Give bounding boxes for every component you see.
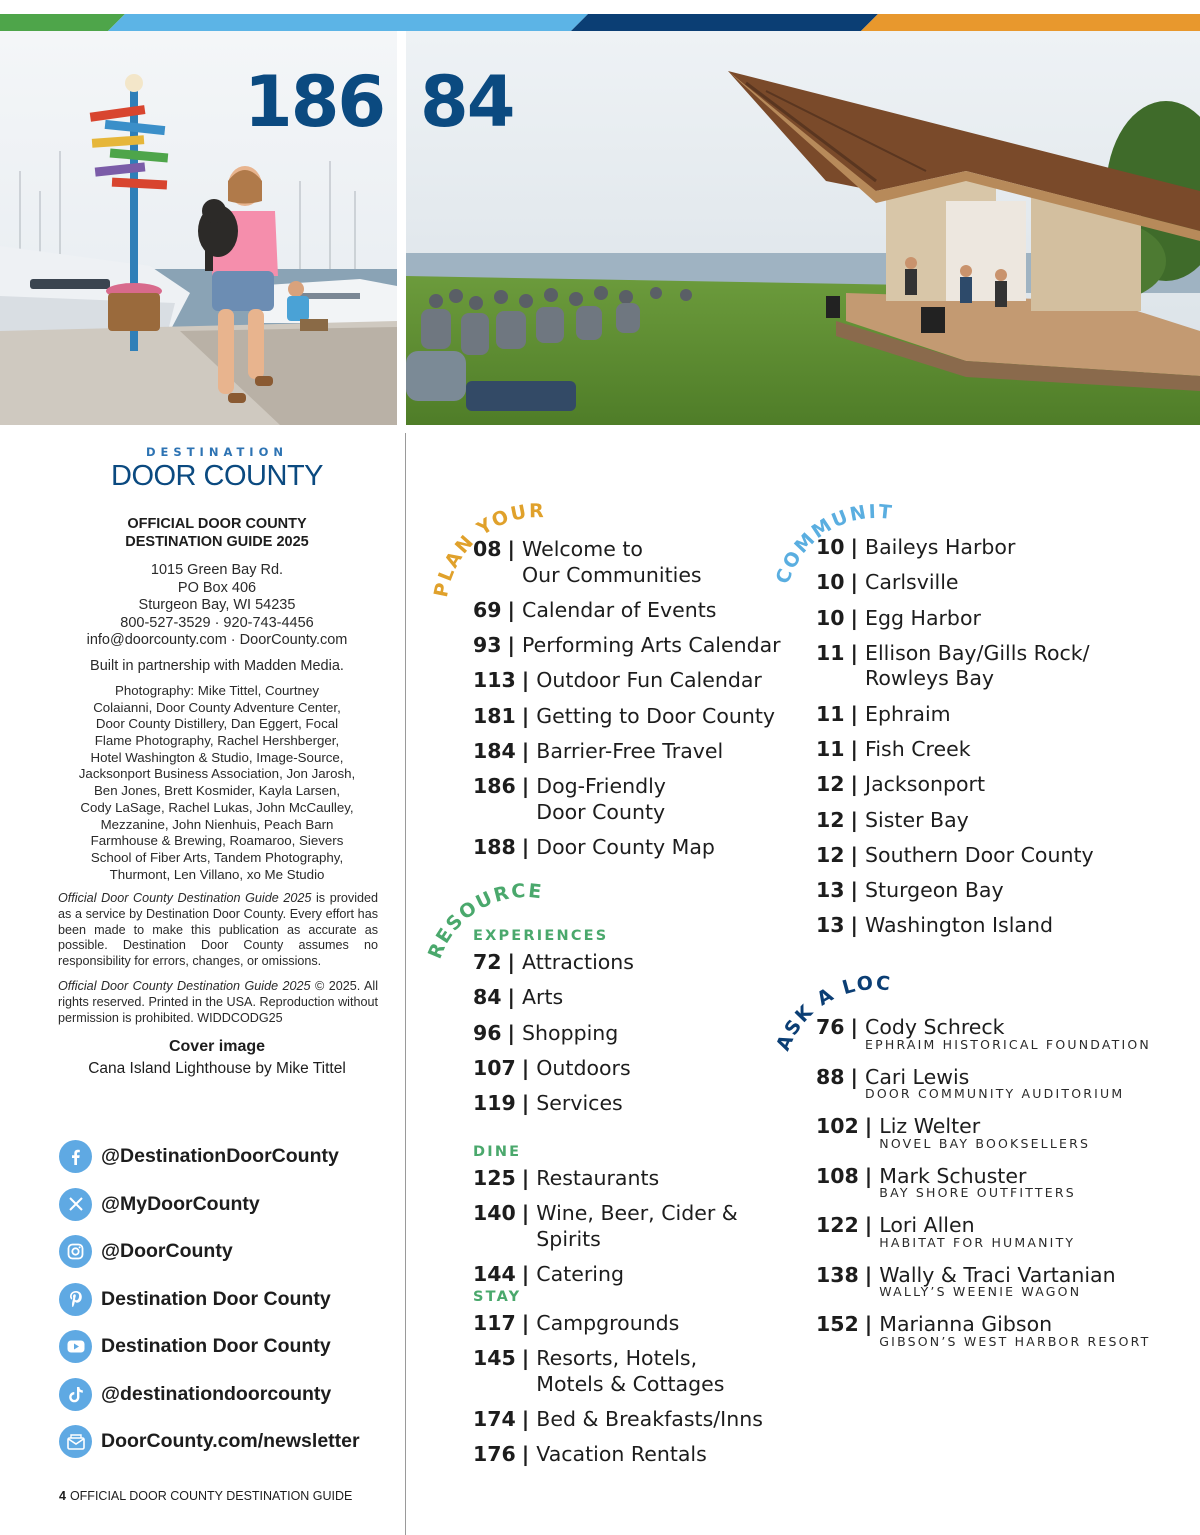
svg-text:RESOURCES: RESOURCES [412, 853, 545, 962]
toc-entry[interactable]: 76 | Cody Schreck EPHRAIM HISTORICAL FOUNDATION [816, 1015, 1151, 1052]
toc-entry[interactable]: 93 | Performing Arts Calendar [473, 633, 781, 658]
social-link-tiktok[interactable] [59, 1371, 399, 1419]
toc-entry[interactable]: 102 | Liz Welter NOVEL BAY BOOKSELLERS [816, 1114, 1091, 1151]
youtube-icon [59, 1330, 92, 1363]
svg-text:PLAN YOUR TRIP: PLAN YOUR TRIP [416, 463, 557, 600]
resources-stay-list [473, 1289, 793, 1478]
social-link-newsletter[interactable] [59, 1418, 399, 1466]
local-organization: HABITAT FOR HUMANITY [879, 1234, 1076, 1250]
footer-publication-title: OFFICIAL DOOR COUNTY DESTINATION GUIDE [69, 1489, 353, 1503]
toc-entry[interactable]: 96 | Shopping [473, 1020, 619, 1045]
instagram-icon [59, 1235, 92, 1268]
social-handle: @MyDoorCounty [101, 1192, 260, 1215]
svg-text:ASK A LOCAL: ASK A LOCAL [759, 943, 893, 1054]
toc-entry[interactable]: 113 | Outdoor Fun Calendar [473, 668, 762, 693]
masthead [56, 445, 378, 1078]
toc-entry[interactable]: 69 | Calendar of Events [473, 597, 717, 622]
page-number: 4 [59, 1489, 66, 1503]
tiktok-icon [59, 1378, 92, 1411]
toc-entry[interactable]: 176 | Vacation Rentals [473, 1442, 707, 1467]
toc-entry[interactable]: 11 | Fish Creek [816, 736, 971, 761]
toc-entry[interactable]: 72 | Attractions [473, 950, 634, 974]
local-organization: DOOR COMMUNITY AUDITORIUM [865, 1086, 1125, 1101]
built-in-partnership: Built in partnership with Madden Media. [90, 657, 344, 674]
toc-entry[interactable]: 10 | Egg Harbor [816, 605, 981, 630]
photography-credits: Photography: Mike Tittel, Courtney Colaianni, Door County Adventure Center, Door County Distillery, Dan Eggert, Focal Flame Photography, Rachel Hershberger, Hotel Washington & Studio, Image-Source, Jacksonport Business Association, Jon Jarosh, Ben Jones, Brett Kosmider, Kayla Larsen, Cody LaSage, Rachel Lukas, John McCaulley, Mezzanine, John Nienhuis, Peach Barn Farmhouse & Brewing, Roamaroo, Sievers School of Fiber Arts, Tandem Photography, Thurmont, Len Villano, xo Me Studio [78, 682, 356, 882]
toc-entry[interactable]: 122 | Lori Allen HABITAT FOR HUMANITY [816, 1213, 1076, 1250]
toc-entry[interactable]: 12 | Jacksonport [816, 772, 986, 797]
cover-image-credit: Cana Island Lighthouse by Mike Tittel [88, 1060, 346, 1078]
ask-a-local-list [816, 1015, 1176, 1362]
toc-entry[interactable]: 12 | Sister Bay [816, 807, 969, 832]
toc-entry[interactable]: 138 | Wally & Traci Vartanian WALLY’S WEENIE WAGON [816, 1262, 1116, 1299]
svg-text:COMMUNITIES: COMMUNITIES [760, 463, 895, 587]
guide-title: OFFICIAL DOOR COUNTY DESTINATION GUIDE 2025 [125, 516, 309, 550]
photo-page-number: 84 [420, 61, 514, 143]
social-link-facebook[interactable] [59, 1133, 399, 1181]
disclaimer-copyright: Official Door County Destination Guide 2025 © 2025. All rights reserved. Printed in the USA. Reproduction without permission is prohibited. WIDDCODG25 [58, 979, 379, 1025]
toc-entry[interactable]: 13 | Sturgeon Bay [816, 878, 1004, 903]
communities-list [816, 535, 1136, 949]
toc-entry[interactable]: 119 | Services [473, 1091, 623, 1116]
toc-entry[interactable]: 12 | Southern Door County [816, 842, 1094, 867]
facebook-icon [59, 1140, 92, 1173]
top-color-bar [0, 14, 1200, 31]
local-organization: EPHRAIM HISTORICAL FOUNDATION [865, 1036, 1151, 1052]
toc-entry[interactable]: 140 | Wine, Beer, Cider & Spirits [473, 1201, 738, 1251]
social-handle: @DestinationDoorCounty [101, 1145, 339, 1168]
toc-entry[interactable]: 08 | Welcome to Our Communities [473, 537, 702, 587]
toc-entry[interactable]: 84 | Arts [473, 985, 564, 1010]
plan-your-trip-list [473, 537, 783, 870]
resources-dine-list [473, 1144, 798, 1297]
toc-entry[interactable]: 174 | Bed & Breakfasts/Inns [473, 1407, 763, 1432]
cover-image-heading: Cover image [168, 1038, 266, 1056]
resources-experiences-list [473, 928, 793, 1126]
social-link-pinterest[interactable] [59, 1276, 399, 1324]
local-organization: BAY SHORE OUTFITTERS [879, 1185, 1076, 1200]
toc-entry[interactable]: 184 | Barrier-Free Travel [473, 738, 724, 763]
logo-super-text: DESTINATION [146, 445, 288, 459]
local-organization: NOVEL BAY BOOKSELLERS [879, 1135, 1091, 1151]
social-handle: Destination Door County [101, 1287, 331, 1310]
toc-entry[interactable]: 117 | Campgrounds [473, 1311, 680, 1335]
toc-entry[interactable]: 11 | Ephraim [816, 701, 951, 726]
toc-entry[interactable]: 152 | Marianna Gibson GIBSON’S WEST HARBOR RESORT [816, 1312, 1151, 1349]
toc-entry[interactable]: 186 | Dog-Friendly Door County [473, 774, 666, 824]
local-organization: WALLY’S WEENIE WAGON [879, 1284, 1082, 1299]
column-divider [405, 433, 406, 1535]
photo-page-number: 186 [244, 61, 385, 143]
concert-pavilion-photo [406, 31, 1200, 425]
social-handle: @DoorCounty [101, 1240, 233, 1263]
social-links [59, 1133, 399, 1466]
social-link-instagram[interactable] [59, 1228, 399, 1276]
logo-main-text: DOOR COUNTY [111, 460, 323, 492]
toc-entry[interactable]: 145 | Resorts, Hotels, Motels & Cottages [473, 1346, 725, 1396]
dog-walking-photo [0, 31, 397, 425]
toc-entry[interactable]: 125 | Restaurants [473, 1166, 660, 1190]
social-link-x[interactable] [59, 1181, 399, 1229]
toc-entry[interactable]: 188 | Door County Map [473, 835, 715, 860]
local-organization: GIBSON’S WEST HARBOR RESORT [879, 1333, 1151, 1349]
category-heading: STAY [473, 1289, 522, 1305]
contact-address: 1015 Green Bay Rd. PO Box 406 Sturgeon Bay, WI 54235 800-527-3529 · 920-743-4456 info@doorcounty.com · DoorCounty.com [86, 562, 348, 649]
page-footer [59, 1489, 352, 1503]
toc-entry[interactable]: 10 | Carlsville [816, 570, 959, 595]
toc-entry[interactable]: 108 | Mark Schuster BAY SHORE OUTFITTERS [816, 1163, 1076, 1200]
social-handle: DoorCounty.com/newsletter [101, 1430, 360, 1453]
toc-entry[interactable]: 107 | Outdoors [473, 1055, 631, 1080]
social-handle: Destination Door County [101, 1335, 331, 1358]
pinterest-icon [59, 1283, 92, 1316]
category-heading: EXPERIENCES [473, 928, 609, 944]
toc-entry[interactable]: 88 | Cari Lewis DOOR COMMUNITY AUDITORIUM [816, 1064, 1125, 1101]
toc-entry[interactable]: 10 | Baileys Harbor [816, 535, 1016, 559]
x-icon [59, 1188, 92, 1221]
newsletter-icon [59, 1425, 92, 1458]
toc-entry[interactable]: 181 | Getting to Door County [473, 703, 776, 728]
toc-entry[interactable]: 11 | Ellison Bay/Gills Rock/ Rowleys Bay [816, 640, 1090, 691]
disclaimer-accuracy: Official Door County Destination Guide 2025 is provided as a service by Destination Door County. Every effort has been made to make this publication as accurate as possible. Destination Door County assumes no responsibility for errors, changes, or omissions. [58, 891, 378, 968]
social-handle: @destinationdoorcounty [101, 1382, 332, 1405]
toc-entry[interactable]: 13 | Washington Island [816, 913, 1054, 938]
social-link-youtube[interactable] [59, 1323, 399, 1371]
toc-entry[interactable]: 144 | Catering [473, 1262, 624, 1287]
category-heading: DINE [473, 1144, 522, 1160]
